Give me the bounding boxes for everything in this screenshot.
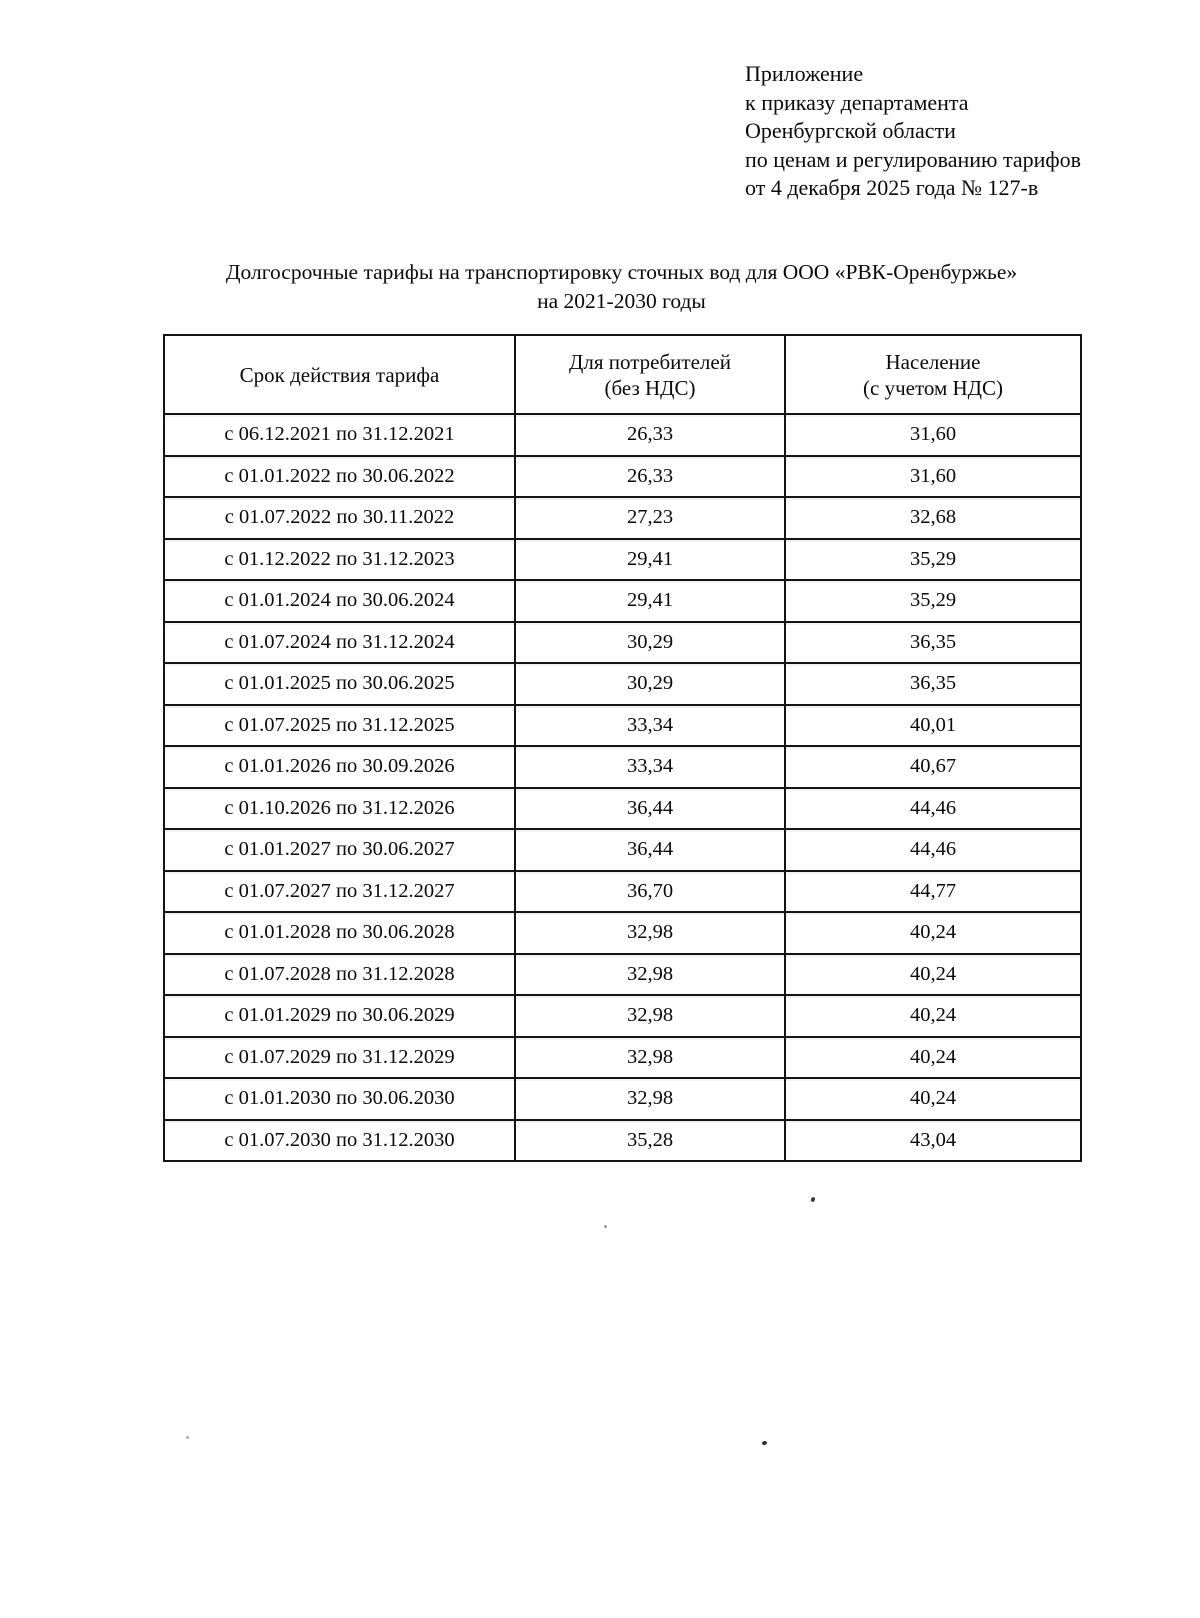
table-row bbox=[164, 912, 1081, 954]
row-population-cell: 44,46 bbox=[785, 788, 1081, 830]
row-consumers-cell: 26,33 bbox=[515, 456, 785, 498]
table-row bbox=[164, 788, 1081, 830]
table-row bbox=[164, 539, 1081, 581]
table-row bbox=[164, 456, 1081, 498]
row-consumers-cell: 26,33 bbox=[515, 414, 785, 456]
table-row bbox=[164, 746, 1081, 788]
appendix-line: Приложение bbox=[745, 61, 864, 86]
row-population-cell: 31,60 bbox=[785, 414, 1081, 456]
appendix-line: по ценам и регулированию тарифов bbox=[745, 146, 1082, 172]
column-header-consumers-line2: (без НДС) bbox=[604, 375, 696, 400]
table-row bbox=[164, 1037, 1081, 1079]
row-consumers-cell: 33,34 bbox=[515, 705, 785, 747]
table-header-row bbox=[164, 335, 1081, 414]
row-period-cell: с 01.01.2025 по 30.06.2025 bbox=[164, 663, 515, 705]
table-row bbox=[164, 414, 1081, 456]
row-population-cell: 40,24 bbox=[785, 912, 1081, 954]
row-population-cell: 40,24 bbox=[785, 954, 1081, 996]
row-period-cell: с 01.01.2027 по 30.06.2027 bbox=[164, 829, 515, 871]
appendix-line: к приказу департамента bbox=[745, 89, 969, 115]
row-population-cell: 36,35 bbox=[785, 622, 1081, 664]
table-row bbox=[164, 871, 1081, 913]
row-period-cell: с 01.01.2022 по 30.06.2022 bbox=[164, 456, 515, 498]
row-consumers-cell: 30,29 bbox=[515, 663, 785, 705]
row-population-cell: 44,77 bbox=[785, 871, 1081, 913]
row-population-cell: 36,35 bbox=[785, 663, 1081, 705]
tariff-table bbox=[163, 334, 1082, 1162]
row-period-cell: с 01.07.2029 по 31.12.2029 bbox=[164, 1037, 515, 1079]
row-population-cell: 40,24 bbox=[785, 995, 1081, 1037]
row-period-cell: с 01.07.2022 по 30.11.2022 bbox=[164, 497, 515, 539]
row-population-cell: 40,24 bbox=[785, 1037, 1081, 1079]
row-population-cell: 40,24 bbox=[785, 1078, 1081, 1120]
table-row bbox=[164, 1120, 1081, 1162]
row-consumers-cell: 32,98 bbox=[515, 1078, 785, 1120]
row-consumers-cell: 36,44 bbox=[515, 829, 785, 871]
table-row bbox=[164, 705, 1081, 747]
table-row bbox=[164, 497, 1081, 539]
row-period-cell: с 01.12.2022 по 31.12.2023 bbox=[164, 539, 515, 581]
appendix-reference-block bbox=[745, 60, 1081, 203]
row-population-cell: 44,46 bbox=[785, 829, 1081, 871]
row-period-cell: с 01.01.2024 по 30.06.2024 bbox=[164, 580, 515, 622]
row-consumers-cell: 32,98 bbox=[515, 1037, 785, 1079]
column-header-population-line2: (с учетом НДС) bbox=[863, 375, 1003, 400]
row-period-cell: с 06.12.2021 по 31.12.2021 bbox=[164, 414, 515, 456]
row-period-cell: с 01.07.2028 по 31.12.2028 bbox=[164, 954, 515, 996]
row-consumers-cell: 36,70 bbox=[515, 871, 785, 913]
column-header-period-label: Срок действия тарифа bbox=[239, 362, 440, 387]
table-row bbox=[164, 829, 1081, 871]
column-header-period bbox=[164, 335, 515, 414]
row-consumers-cell: 32,98 bbox=[515, 954, 785, 996]
row-period-cell: с 01.01.2028 по 30.06.2028 bbox=[164, 912, 515, 954]
table-row bbox=[164, 995, 1081, 1037]
row-consumers-cell: 35,28 bbox=[515, 1120, 785, 1162]
table-row bbox=[164, 1078, 1081, 1120]
scan-speck bbox=[762, 1440, 768, 1445]
row-period-cell: с 01.07.2025 по 31.12.2025 bbox=[164, 705, 515, 747]
row-population-cell: 32,68 bbox=[785, 497, 1081, 539]
row-population-cell: 40,67 bbox=[785, 746, 1081, 788]
row-population-cell: 43,04 bbox=[785, 1120, 1081, 1162]
row-period-cell: с 01.07.2027 по 31.12.2027 bbox=[164, 871, 515, 913]
row-consumers-cell: 27,23 bbox=[515, 497, 785, 539]
row-consumers-cell: 36,44 bbox=[515, 788, 785, 830]
appendix-line: от 4 декабря 2025 года № 127-в bbox=[745, 175, 1039, 201]
document-title-line1: Долгосрочные тарифы на транспортировку сточных вод для ООО «РВК-Оренбуржье» bbox=[225, 260, 1018, 284]
document-title-line2: на 2021-2030 годы bbox=[537, 289, 706, 313]
row-population-cell: 35,29 bbox=[785, 580, 1081, 622]
row-period-cell: с 01.07.2024 по 31.12.2024 bbox=[164, 622, 515, 664]
scan-speck bbox=[186, 1436, 189, 1439]
row-consumers-cell: 30,29 bbox=[515, 622, 785, 664]
table-row bbox=[164, 580, 1081, 622]
column-header-consumers-line1: Для потребителей bbox=[569, 349, 731, 374]
column-header-consumers bbox=[515, 335, 785, 414]
row-consumers-cell: 29,41 bbox=[515, 539, 785, 581]
table-row bbox=[164, 622, 1081, 664]
row-consumers-cell: 32,98 bbox=[515, 912, 785, 954]
row-consumers-cell: 29,41 bbox=[515, 580, 785, 622]
row-population-cell: 40,01 bbox=[785, 705, 1081, 747]
row-population-cell: 35,29 bbox=[785, 539, 1081, 581]
column-header-population bbox=[785, 335, 1081, 414]
scan-speck bbox=[810, 1196, 816, 1202]
row-period-cell: с 01.10.2026 по 31.12.2026 bbox=[164, 788, 515, 830]
column-header-population-line1: Население bbox=[885, 349, 981, 374]
row-consumers-cell: 33,34 bbox=[515, 746, 785, 788]
document-title bbox=[163, 258, 1080, 316]
row-period-cell: с 01.07.2030 по 31.12.2030 bbox=[164, 1120, 515, 1162]
scan-speck bbox=[604, 1225, 607, 1228]
row-period-cell: с 01.01.2029 по 30.06.2029 bbox=[164, 995, 515, 1037]
row-period-cell: с 01.01.2026 по 30.09.2026 bbox=[164, 746, 515, 788]
row-population-cell: 31,60 bbox=[785, 456, 1081, 498]
table-row bbox=[164, 663, 1081, 705]
row-consumers-cell: 32,98 bbox=[515, 995, 785, 1037]
row-period-cell: с 01.01.2030 по 30.06.2030 bbox=[164, 1078, 515, 1120]
appendix-line: Оренбургской области bbox=[745, 118, 956, 144]
table-row bbox=[164, 954, 1081, 996]
